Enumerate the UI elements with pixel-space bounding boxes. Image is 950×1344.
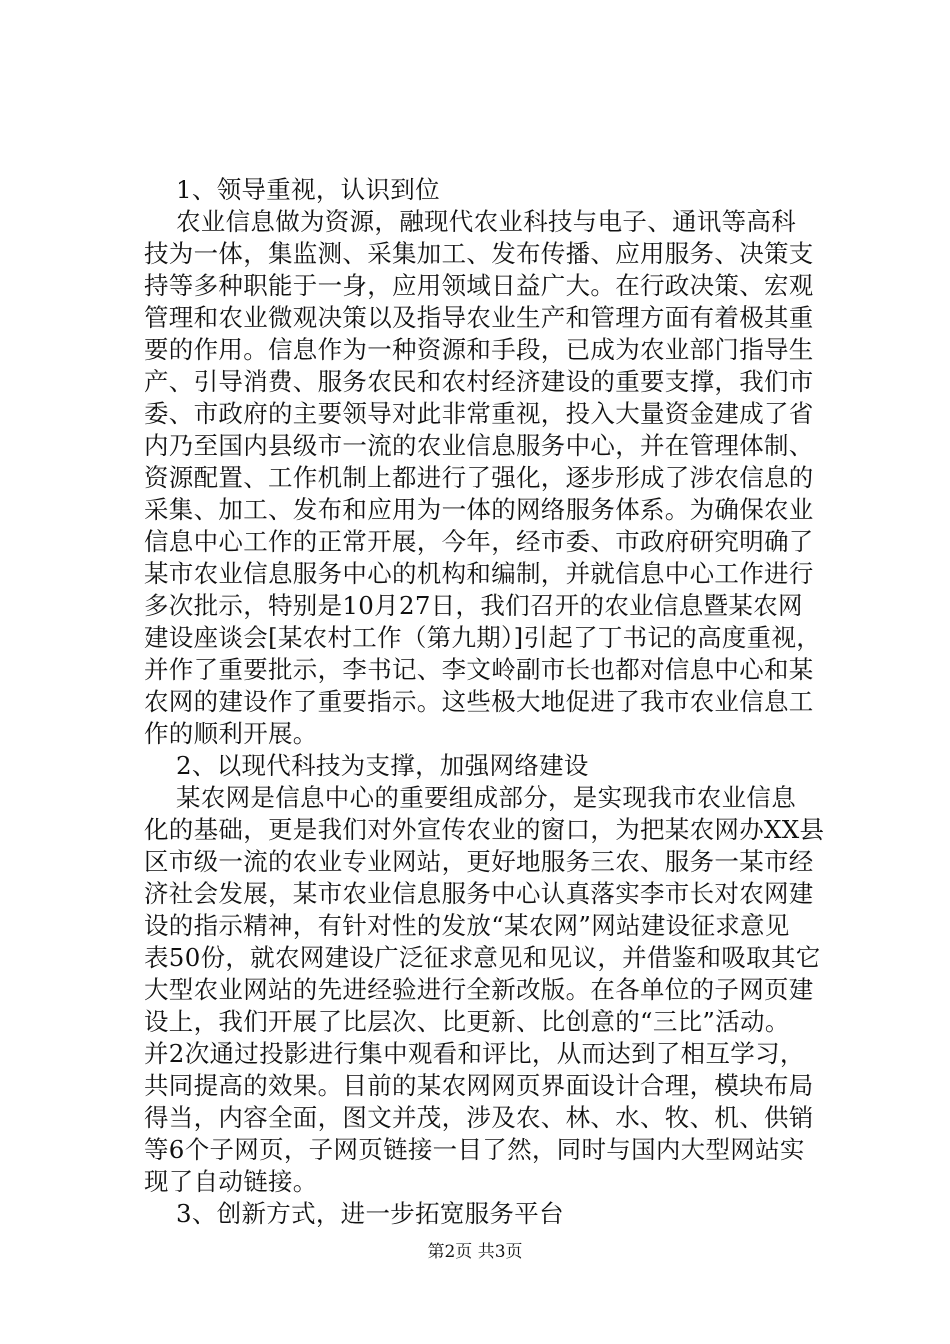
paragraph-line: 设的指示精神，有针对性的发放“某农网”网站建设征求意见 bbox=[144, 911, 790, 940]
paragraph-line: 等6个子网页，子网页链接一目了然，同时与国内大型网站实 bbox=[144, 1135, 805, 1164]
paragraph-line: 共同提高的效果。目前的某农网网页界面设计合理，模块布局 bbox=[144, 1071, 814, 1100]
page-footer: 第2页 共3页 bbox=[427, 1242, 523, 1262]
paragraph-line: 要的作用。信息作为一种资源和手段，已成为农业部门指导生 bbox=[144, 335, 814, 364]
heading-1: 1、领导重视，认识到位 bbox=[176, 175, 440, 204]
paragraph-line: 资源配置、工作机制上都进行了强化，逐步形成了涉农信息的 bbox=[144, 463, 814, 492]
paragraph-line: 得当，内容全面，图文并茂，涉及农、林、水、牧、机、供销 bbox=[144, 1103, 814, 1132]
paragraph-line: 内乃至国内县级市一流的农业信息服务中心，并在管理体制、 bbox=[144, 431, 814, 460]
paragraph-line: 表50份，就农网建设广泛征求意见和见议，并借鉴和吸取其它 bbox=[144, 943, 821, 972]
paragraph-line: 产、引导消费、服务农民和农村经济建设的重要支撑，我们市 bbox=[144, 367, 814, 396]
paragraph-line: 某市农业信息服务中心的机构和编制，并就信息中心工作进行 bbox=[144, 559, 814, 588]
paragraph-line: 技为一体，集监测、采集加工、发布传播、应用服务、决策支 bbox=[144, 239, 814, 268]
paragraph-line: 作的顺利开展。 bbox=[144, 719, 318, 748]
paragraph-line: 委、市政府的主要领导对此非常重视，投入大量资金建成了省 bbox=[144, 399, 814, 428]
paragraph-line: 持等多种职能于一身，应用领域日益广大。在行政决策、宏观 bbox=[144, 271, 814, 300]
paragraph-line: 并2次通过投影进行集中观看和评比，从而达到了相互学习， bbox=[144, 1039, 805, 1068]
paragraph-line: 农网的建设作了重要指示。这些极大地促进了我市农业信息工 bbox=[144, 687, 814, 716]
heading-3: 3、创新方式，进一步拓宽服务平台 bbox=[176, 1199, 564, 1228]
paragraph-line: 采集、加工、发布和应用为一体的网络服务体系。为确保农业 bbox=[144, 495, 814, 524]
paragraph-line: 济社会发展，某市农业信息服务中心认真落实李市长对农网建 bbox=[144, 879, 814, 908]
paragraph-line: 某农网是信息中心的重要组成部分，是实现我市农业信息 bbox=[176, 783, 796, 812]
paragraph-line: 并作了重要批示，李书记、李文岭副市长也都对信息中心和某 bbox=[144, 655, 814, 684]
paragraph-line: 管理和农业微观决策以及指导农业生产和管理方面有着极其重 bbox=[144, 303, 814, 332]
paragraph-line: 信息中心工作的正常开展，今年，经市委、市政府研究明确了 bbox=[144, 527, 814, 556]
paragraph-line: 区市级一流的农业专业网站，更好地服务三农、服务一某市经 bbox=[144, 847, 814, 876]
paragraph-line: 设上，我们开展了比层次、比更新、比创意的“三比”活动。 bbox=[144, 1007, 790, 1036]
paragraph-line: 建设座谈会[某农村工作（第九期）]引起了丁书记的高度重视， bbox=[144, 623, 822, 652]
paragraph-line: 大型农业网站的先进经验进行全新改版。在各单位的子网页建 bbox=[144, 975, 814, 1004]
heading-2: 2、以现代科技为支撑，加强网络建设 bbox=[176, 751, 589, 780]
paragraph-line: 化的基础，更是我们对外宣传农业的窗口，为把某农网办XX县 bbox=[144, 815, 825, 844]
paragraph-line: 农业信息做为资源，融现代农业科技与电子、通讯等高科 bbox=[176, 207, 796, 236]
paragraph-line: 多次批示，特别是10月27日，我们召开的农业信息暨某农网 bbox=[144, 591, 803, 620]
paragraph-line: 现了自动链接。 bbox=[144, 1167, 318, 1196]
